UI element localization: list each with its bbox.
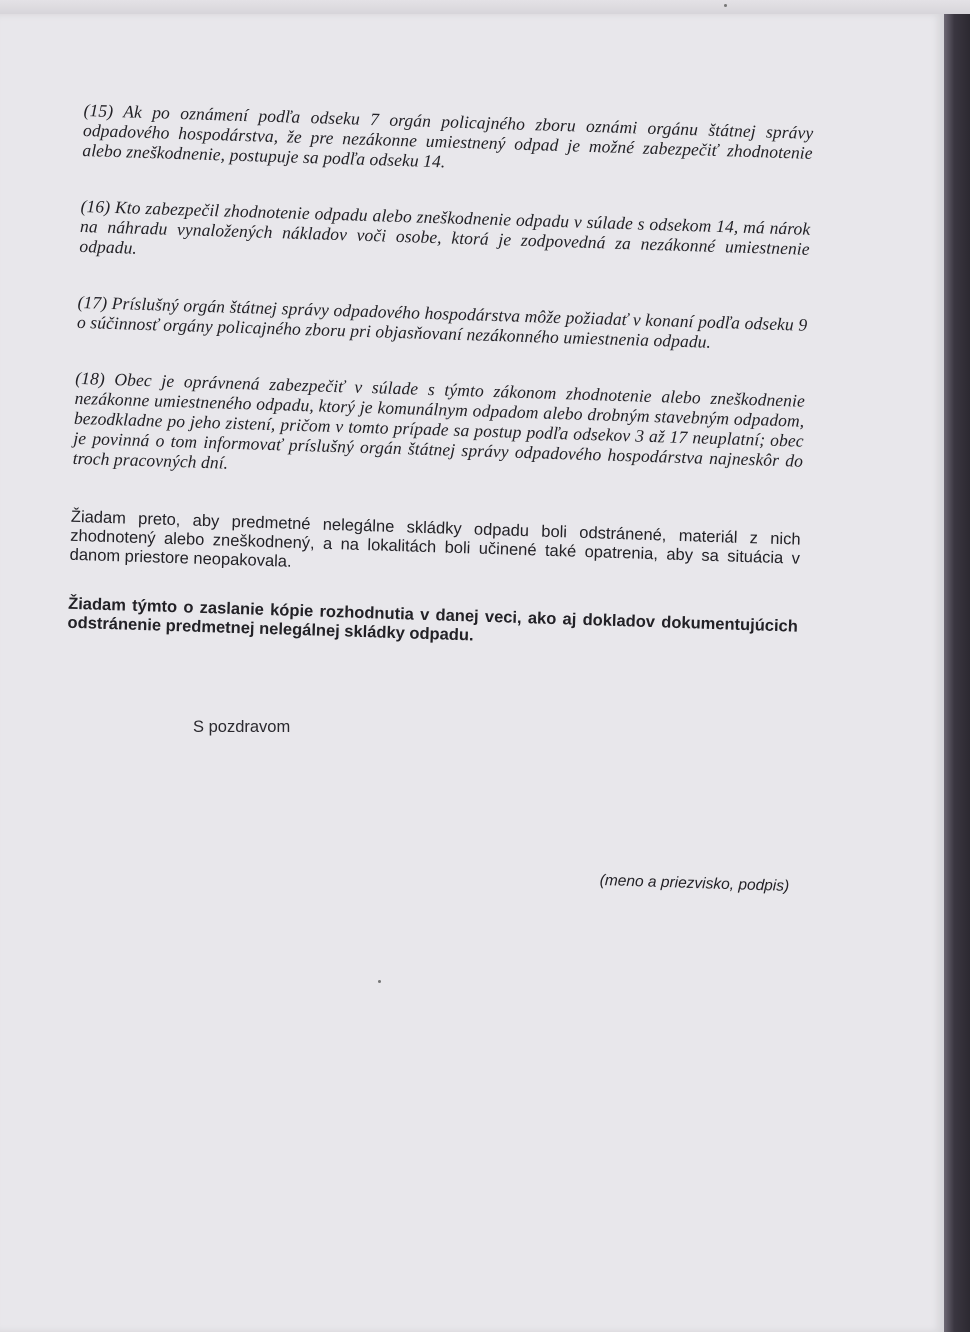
scan-speck — [378, 980, 381, 983]
paragraph-text: Kto zabezpečil zhodnotenie odpadu alebo zneškodnenie odpadu v súlade s odsekom 14, má nárok na náhradu vynaložených nákladov voči osobe, ktorá je zodpovedná za nezákonné umiestnenie odpadu. — [79, 197, 811, 259]
greeting: S pozdravom — [193, 718, 291, 736]
removal-request: Žiadam preto, aby predmetné nelegálne skládky odpadu boli odstránené, materiál z nich zhodnotený alebo zneškodnený, a na lokalitách boli učinené také opatrenia, aby sa situácia v danom priestore neopakovala. — [69, 507, 801, 571]
paragraph-text: Obec je oprávnená zabezpečiť v súlade s týmto zákonom zhodnotenie alebo zneškodnenie nezákonne umiestneného odpadu, ktorý je komunálnym odpadom alebo drobným stavebným odpadom, bezodkladne po jeho zistení, pričom v tomto prípade sa postup podľa odsekov 3 až 17 neuplatní; obec je povinná o tom informovať príslušný orgán štátnej správy odpadového hospodárstva najneskôr do troch pracovných dní. — [72, 369, 806, 473]
scan-speck — [724, 4, 727, 7]
document-body — [67, 100, 813, 656]
paragraph-number: (15) — [83, 100, 114, 121]
paragraph-17 — [77, 292, 808, 355]
signature-label: (meno a priezvisko, podpis) — [599, 872, 790, 895]
paragraph-number: (16) — [80, 195, 111, 217]
decision-copy-request: Žiadam týmto o zaslanie kópie rozhodnutia v danej veci, ako aj dokladov dokumentujúcich odstránenie predmetnej nelegálnej skládky odpadu. — [67, 594, 799, 645]
paragraph-18 — [72, 368, 805, 491]
paragraph-number: (18) — [74, 367, 106, 389]
paragraph-text: Ak po oznámení podľa odseku 7 orgán policajného zboru oznámi orgánu štátnej správy odpadového hospodárstva, že pre nezákonne umiestnený odpad je možné zabezpečiť zhodnotenie alebo zneškodnenie, postupuje sa podľa odseku 14. — [82, 101, 814, 172]
paragraph-number: (17) — [77, 291, 108, 313]
paragraph-text: Príslušný orgán štátnej správy odpadového hospodárstva môže požiadať v konaní podľa odseku 9 o súčinnosť orgány policajného zboru pri objasňovaní nezákonného umiestnenia odpadu. — [76, 292, 808, 352]
paragraph-16 — [79, 196, 811, 279]
scan-right-edge — [944, 14, 970, 1332]
